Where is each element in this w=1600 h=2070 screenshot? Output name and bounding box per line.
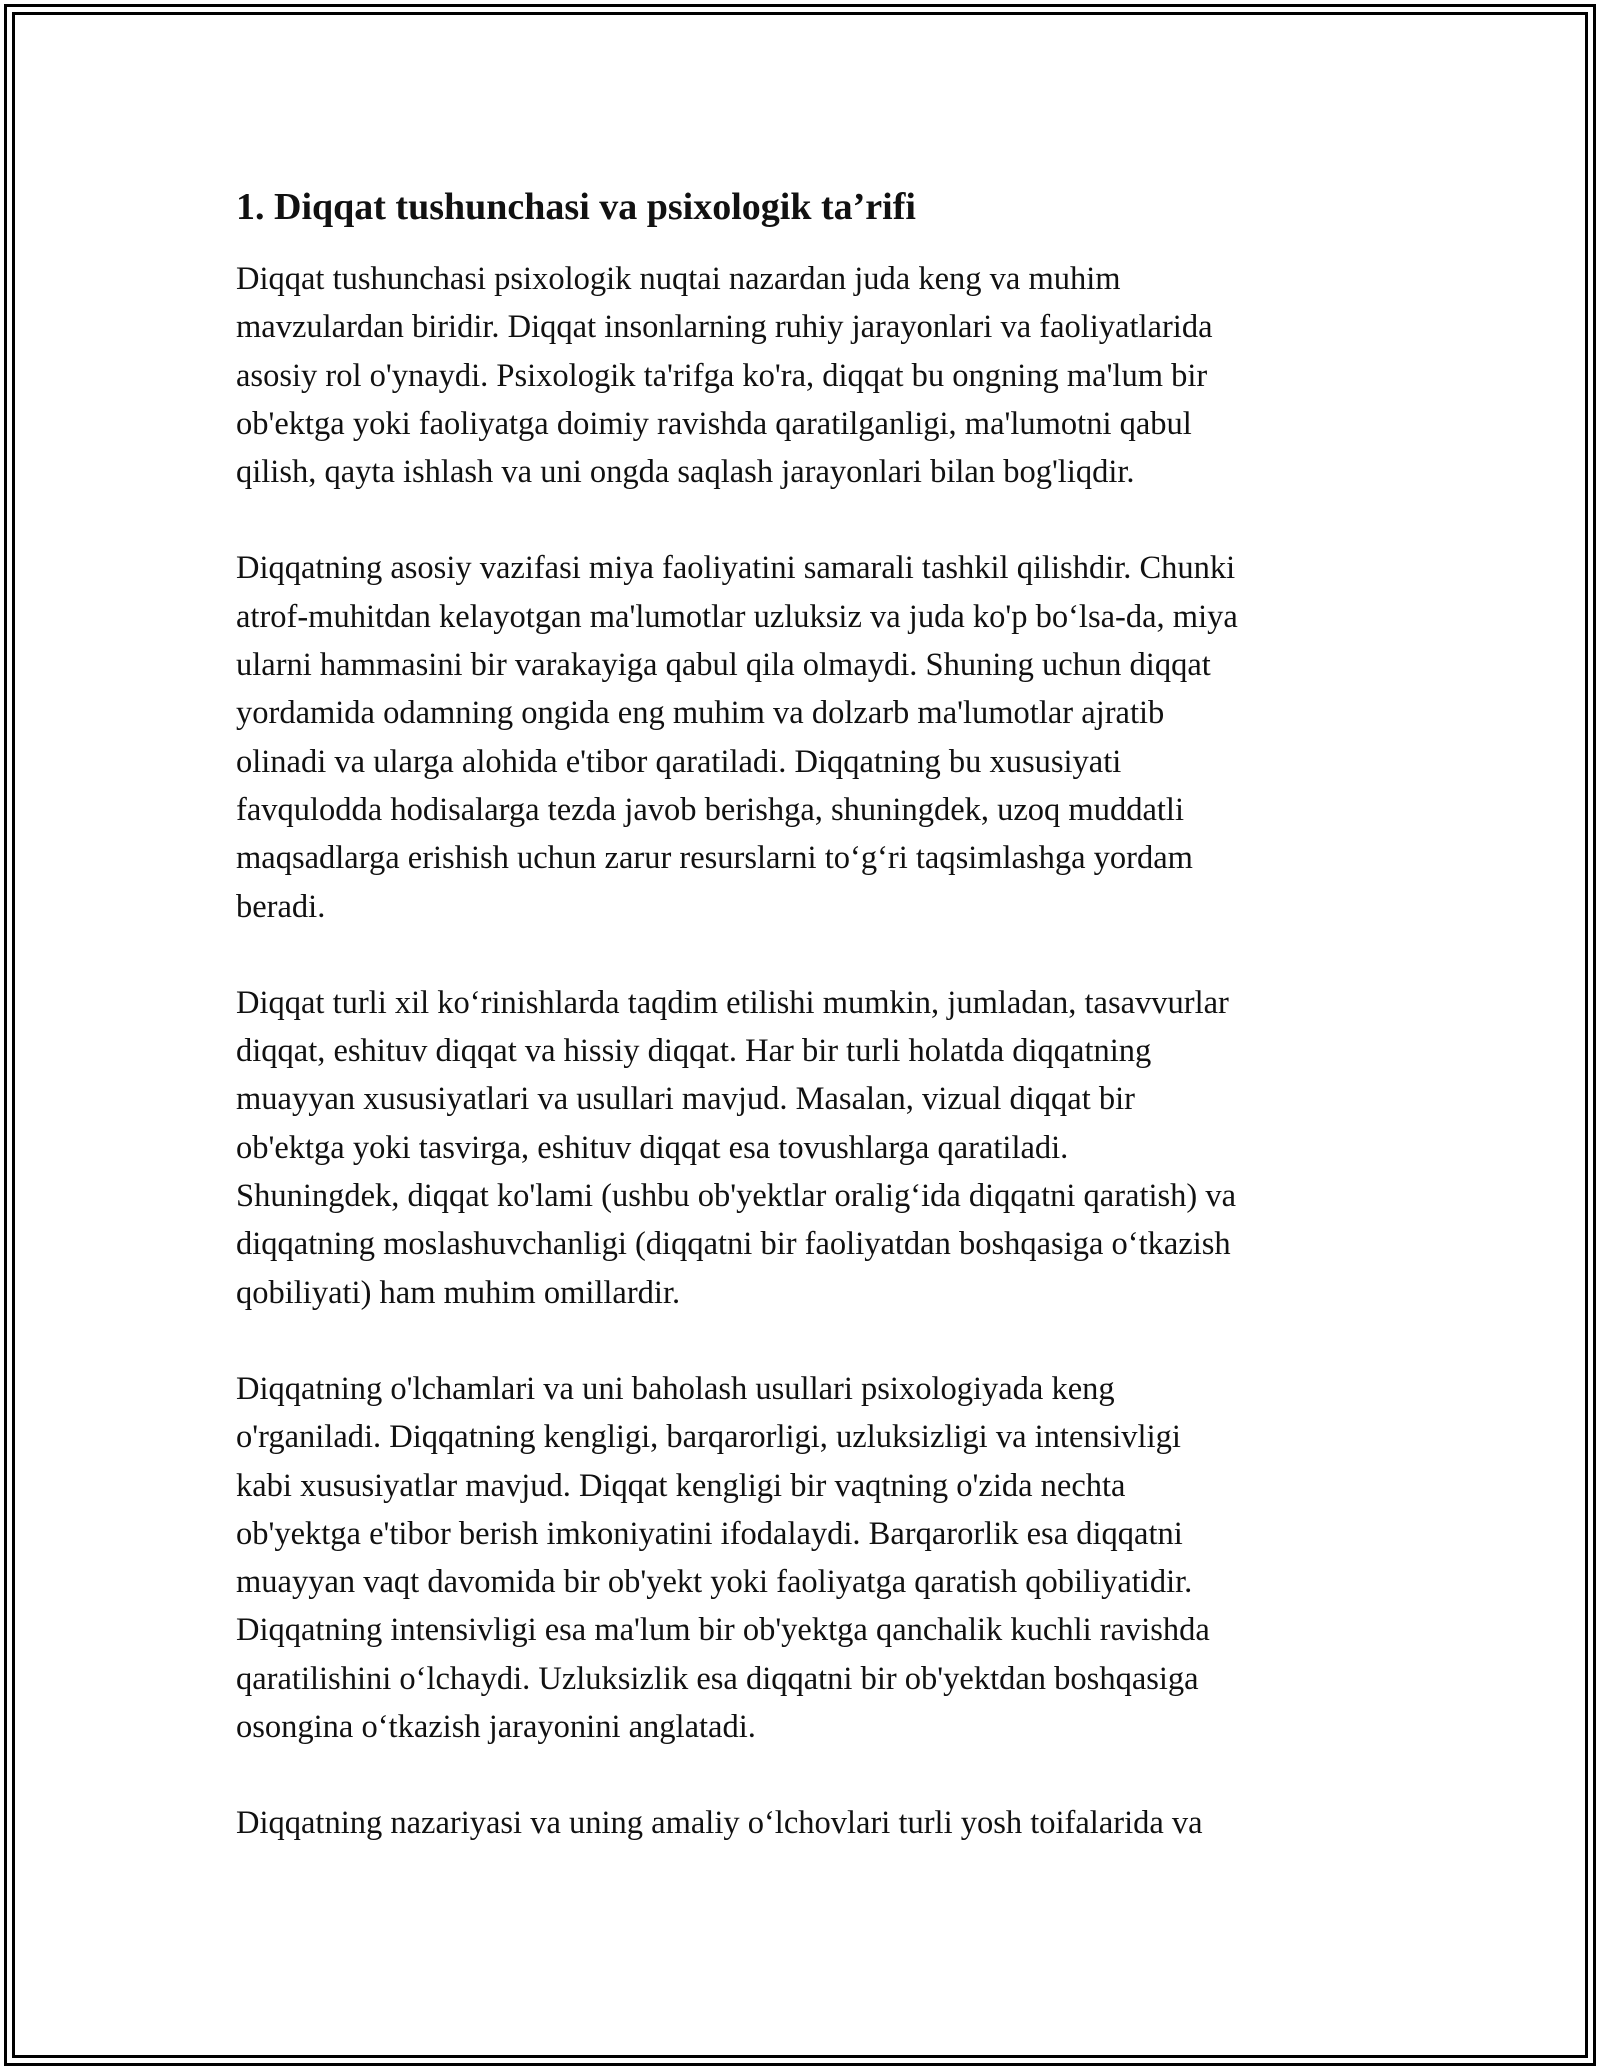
paragraph-3: Diqqat turli xil ko‘rinishlarda taqdim etilishi mumkin, jumladan, tasavvurlar diqqat, eshituv diqqat va hissiy diqqat. Har bir turli holatda diqqatning muayyan xususiyatlari va usullari mavjud. Masalan, vizual diqqat bir ob'ektga yoki tasvirga, eshituv diqqat esa tovushlarga qaratiladi. Shuningdek, diqqat ko'lami (ushbu ob'yektlar oralig‘ida diqqatni qaratish) va diqqatning moslashuvchanligi (diqqatni bir faoliyatdan boshqasiga o‘tkazish qobiliyati) ham muhim omillardir. — [236, 984, 1237, 1311]
paragraph-4: Diqqatning o'lchamlari va uni baholash usullari psixologiyada keng o'rganiladi. Diqqatning kengligi, barqarorligi, uzluksizligi va intensivligi kabi xususiyatlar mavjud. Diqqat kengligi bir vaqtning o'zida nechta ob'yektga e'tibor berish imkoniyatini ifodalaydi. Barqarorlik esa diqqatni muayyan vaqt davomida bir ob'yekt yoki faoliyatga qaratish qobiliyatidir. Diqqatning intensivligi esa ma'lum bir ob'yektga qanchalik kuchli ravishda qaratilishini o‘lchaydi. Uzluksizlik esa diqqatni bir ob'yektdan boshqasiga osongina o‘tkazish jarayonini anglatadi. — [236, 1370, 1210, 1746]
paragraph-1: Diqqat tushunchasi psixologik nuqtai nazardan juda keng va muhim mavzulardan biridir. Diqqat insonlarning ruhiy jarayonlari va faoliyatlarida asosiy rol o'ynaydi. Psixologik ta'rifga ko'ra, diqqat bu ongning ma'lum bir ob'ektga yoki faoliyatga doimiy ravishda qaratilganligi, ma'lumotni qabul qilish, qayta ishlash va uni ongda saqlash jarayonlari bilan bog'liqdir. — [236, 261, 1213, 491]
paragraph-5: Diqqatning nazariyasi va uning amaliy o‘lchovlari turli yosh toifalarida va — [236, 1805, 1203, 1842]
document-body — [236, 183, 1376, 1896]
paragraph-2: Diqqatning asosiy vazifasi miya faoliyatini samarali tashkil qilishdir. Chunki atrof-muhitdan kelayotgan ma'lumotlar uzluksiz va juda ko'p bo‘lsa-da, miya ularni hammasini bir varakayiga qabul qila olmaydi. Shuning uchun diqqat yordamida odamning ongida eng muhim va dolzarb ma'lumotlar ajratib olinadi va ularga alohida e'tibor qaratiladi. Diqqatning bu xususiyati favqulodda hodisalarga tezda javob berishga, shuningdek, uzoq muddatli maqsadlarga erishish uchun zarur resurslarni to‘g‘ri taqsimlashga yordam beradi. — [236, 550, 1238, 925]
section-heading: 1. Diqqat tushunchasi va psixologik ta’rifi — [236, 186, 916, 228]
